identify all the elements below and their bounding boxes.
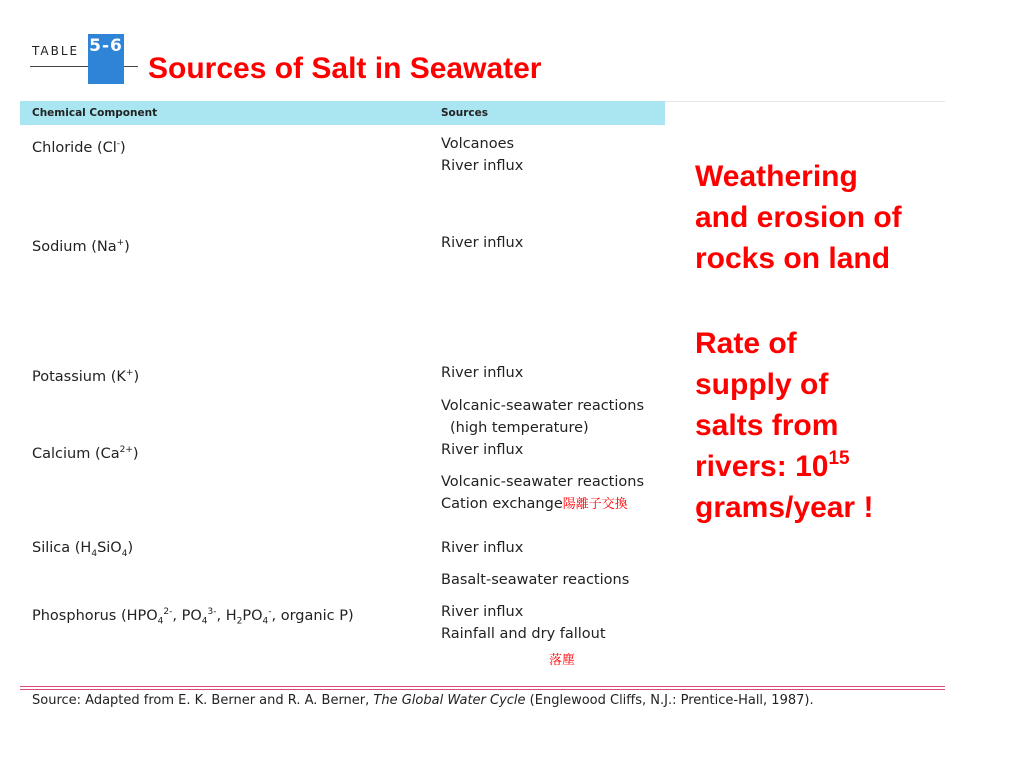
component-text: ) xyxy=(133,368,140,385)
component-text: , H xyxy=(216,607,237,624)
component-text: PO xyxy=(242,607,263,624)
component-calcium xyxy=(32,439,139,465)
source-item: River influx xyxy=(441,540,524,556)
slide-title: Sources of Salt in Seawater xyxy=(148,52,542,85)
table-number: 5-6 xyxy=(89,36,123,56)
column-header-component: Chemical Component xyxy=(32,107,158,119)
side-note-line: and erosion of xyxy=(695,201,902,234)
subscript: 4 xyxy=(121,548,128,559)
component-potassium xyxy=(32,362,139,388)
source-note xyxy=(32,693,814,708)
component-text: Calcium (Ca xyxy=(32,445,120,462)
source-text: (Englewood Cliffs, N.J.: Prentice-Hall, 1987). xyxy=(525,693,814,708)
component-text: Sodium (Na xyxy=(32,238,117,255)
component-sodium xyxy=(32,232,130,258)
component-phosphorus xyxy=(32,601,354,633)
subscript: 4 xyxy=(262,616,269,627)
source-item: Volcanic-seawater reactions xyxy=(441,474,645,490)
component-text: SiO xyxy=(97,540,122,556)
component-text: Chloride (Cl xyxy=(32,139,117,156)
source-item: Volcanic-seawater reactions xyxy=(441,398,645,414)
source-item: River influx xyxy=(441,604,524,620)
subscript: 4 xyxy=(91,548,98,559)
cation-exchange-annotation: 陽離子交換 xyxy=(562,497,628,512)
source-item: Basalt-seawater reactions xyxy=(441,572,630,588)
book-title: The Global Water Cycle xyxy=(373,693,526,708)
component-text: , organic P) xyxy=(271,607,354,624)
ion-charge: 2- xyxy=(163,607,173,617)
side-note-line: salts from xyxy=(695,409,839,442)
side-note-line: Weathering xyxy=(695,160,858,193)
component-silica xyxy=(32,537,133,565)
source-item: Volcanoes xyxy=(441,136,515,152)
ion-charge: + xyxy=(125,368,134,378)
source-item: Rainfall and dry fallout xyxy=(441,626,606,642)
table-rule xyxy=(30,66,88,67)
ion-charge: 2+ xyxy=(119,445,133,455)
header-divider xyxy=(665,101,945,102)
side-note-line xyxy=(695,446,850,487)
source-text: Source: Adapted from E. K. Berner and R. A. Berner, xyxy=(32,693,374,708)
source-item: River influx xyxy=(441,365,524,381)
component-text: ) xyxy=(124,238,130,255)
component-text: Phosphorus (HPO xyxy=(32,607,158,624)
component-text: ) xyxy=(132,445,139,462)
source-item: River influx xyxy=(441,442,524,458)
source-divider xyxy=(20,686,945,687)
side-note-line: grams/year ! xyxy=(695,491,874,524)
subscript: 4 xyxy=(157,616,164,627)
ion-charge: + xyxy=(116,238,125,248)
source-divider xyxy=(20,689,945,690)
component-text: Silica (H xyxy=(32,540,92,556)
side-note-line: Rate of xyxy=(695,327,797,360)
subscript: 4 xyxy=(201,616,208,627)
side-note-line: supply of xyxy=(695,368,829,401)
component-chloride xyxy=(32,133,126,159)
ion-charge: - xyxy=(116,139,120,149)
table-rule xyxy=(124,66,138,67)
table-label: TABLE xyxy=(32,44,80,58)
source-text: Cation exchange xyxy=(441,496,563,512)
source-item xyxy=(441,493,628,516)
source-item: River influx xyxy=(441,158,524,174)
side-note-line: rocks on land xyxy=(695,242,891,275)
column-header-sources: Sources xyxy=(441,107,489,119)
side-note-text: rivers: 10 xyxy=(695,450,829,483)
component-text: , PO xyxy=(172,607,202,624)
source-item: (high temperature) xyxy=(450,420,589,436)
ion-charge: - xyxy=(268,607,272,617)
source-item: River influx xyxy=(441,235,524,251)
component-text: Potassium (K xyxy=(32,368,126,385)
exponent: 15 xyxy=(828,448,850,469)
component-text: ) xyxy=(120,139,126,156)
dry-fallout-annotation: 落塵 xyxy=(549,653,576,668)
subscript: 2 xyxy=(236,616,243,627)
ion-charge: 3- xyxy=(207,607,217,617)
component-text: ) xyxy=(127,540,134,556)
